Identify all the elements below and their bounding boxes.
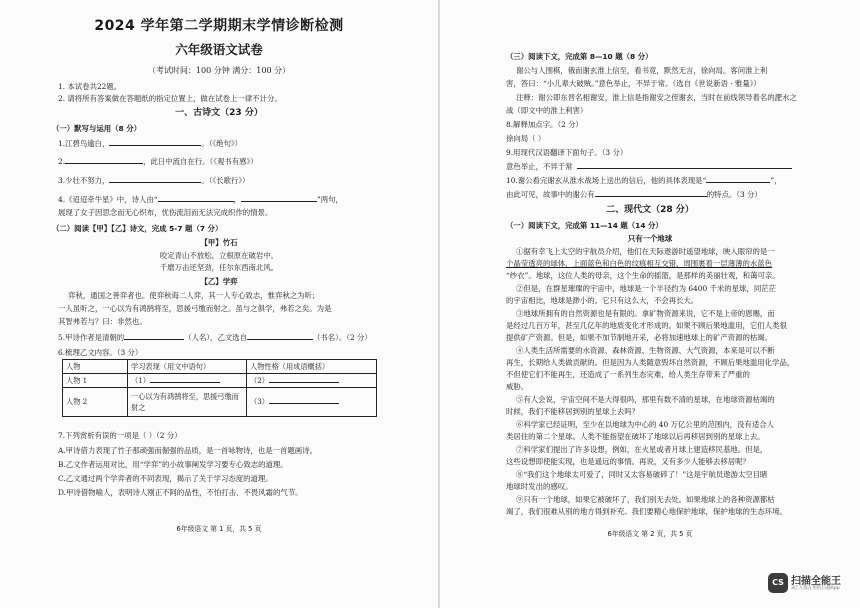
part-1-title: （一）默写与运用（8 分） [52, 124, 142, 133]
section-2-title: 二、现代文（28 分） [606, 205, 694, 215]
paragraph-1-line-1: ①据有幸飞上太空的宇航员介绍，他们在天际遨游时遥望地球，映入眼帘的是一 [516, 247, 775, 256]
content-table [62, 359, 377, 417]
camscanner-icon: CS [768, 573, 788, 593]
question-6: 6.梳理乙文内容。（3 分） [58, 348, 143, 357]
exam-title: 2024 学年第二学期期末学情诊断检测 [94, 18, 344, 34]
poem-line-1: 咬定青山不放松，立根原在破岩中。 [159, 251, 279, 260]
table-header: 人物性格（用成语概括） [247, 360, 377, 374]
question-7: 7.下列赏析有误的一项是（ ）（2 分） [58, 431, 182, 440]
part-2-title: （二）阅读【甲】【乙】诗文，完成 5-7 题（7 分） [52, 224, 223, 233]
paragraph-2-line-1: ②但是，在群星璀璨的宇宙中，地球是一个半径约为 6400 千米的星球，同茫茫 [516, 284, 777, 293]
text-line-1: 谢公与人围棋，俄而谢玄淮上信至，看书竟，默然无言，徐向局。客问淮上利 [516, 66, 768, 75]
watermark-tagline: 3亿人都在用的扫描App [791, 586, 840, 591]
question-8: 8.解释加点字。（2 分） [506, 120, 583, 129]
paragraph-9-line-1: ⑨只有一个地球，如果它被破坏了，我们别无去处。如果地球上的各种资源都枯 [516, 495, 775, 504]
paragraph-2-line-2: 的宇宙相比，地球是渺小的。它只有这么大，不会再长大。 [506, 296, 699, 305]
paragraph-4-line-1: ④人类生活所需要的水资源、森林资源、生物资源、大气资源，本来是可以不断 [516, 346, 775, 355]
paragraph-1-line-3: “纱衣”。地球，这位人类的母亲，这个生命的摇篮，是那样的美丽壮观，和蔼可亲。 [506, 271, 780, 280]
paragraph-5-line-2: 时候，我们不能移居到别的星球上去吗？ [506, 407, 640, 416]
question-10: 10.谢公看完谢玄从淮水战场上送出的信后，他的具体表现是“ ”， [506, 176, 782, 185]
paragraph-3-line-1: ③地球所拥有的自然资源也是有限的。拿矿物资源来说，它不是上帝的恩赐，而 [516, 309, 775, 318]
article-title: 只有一个地球 [627, 234, 673, 243]
table-cell: 人物 1 [63, 374, 128, 388]
question-3: 3.少壮不努力， 。（《长歌行》） [58, 176, 250, 185]
table-cell: 一心以为有鸿鹄将至，思援弓缴而射之 [128, 388, 247, 417]
question-5: 5.甲诗作者是清朝的 （人名），乙文选自 （书名）。（2 分） [58, 333, 372, 342]
paragraph-7-line-2: 这些设想即使能实现，也是遥远的事情。再说，又有多少人能够去移居呢？ [506, 457, 750, 466]
table-cell: 人物 2 [63, 388, 128, 417]
annotation-line-2: 战（即文中的淮上利害） [506, 106, 588, 115]
paragraph-9-line-2: 竭了，我们很难从别的地方得到补充。我们要精心地保护地球，保护地球的生态环境。 [506, 507, 787, 516]
option-d: D.甲诗借物喻人，表明诗人刚正不阿的品性，不怕打击、不畏风霜的气节。 [58, 488, 303, 497]
page-footer: 6年级语文 第 1 页，共 5 页 [176, 525, 262, 533]
poem-line-2: 千磨万击还坚劲，任尔东西南北风。 [159, 263, 279, 272]
table-header: 学习表现（用文中语句） [128, 360, 247, 374]
table-cell: （1） [128, 374, 247, 388]
paragraph-6-line-1: ⑥科学家已经证明，至少在以地球为中心的 40 万亿公里的范围内，没有适合人 [516, 420, 774, 429]
option-c: C.乙文通过两个学弈者的不同表现，揭示了关于学习态度的道理。 [58, 474, 273, 483]
paragraph-5-line-1: ⑤有人会说，宇宙空间不是大得很吗，那里有数不清的星球，在地球资源枯竭的 [516, 395, 775, 404]
question-9-item: 意色举止，不异于常 [506, 162, 792, 171]
prose-line-2: 一人虽听之，一心以为有鸿鹄将至，思援弓缴而射之。虽与之俱学，弗若之矣。为是 [58, 304, 332, 313]
table-cell: （3） [247, 388, 377, 417]
question-10-cont: 由此可见，故事中的谢公有 的特点。（3 分） [506, 190, 762, 199]
paragraph-4-line-4: 威胁。 [506, 382, 529, 391]
note-1: 1. 本试卷共22题。 [58, 82, 122, 91]
prose-line-1: 弈秋，通国之善弈者也。使弈秋诲二人弈，其一人专心致志，惟弈秋之为听； [68, 291, 320, 300]
question-4-cont: 展现了女子因思念而无心织布，忧伤流泪而无法完成织作的情景。 [58, 208, 273, 217]
option-b: B.乙文作者运用对比，用“学弈”的小故事阐发学习要专心致志的道理。 [58, 460, 288, 469]
watermark-app-name: 扫描全能王 [791, 576, 841, 587]
exam-subtitle: 六年级语文试卷 [175, 42, 263, 57]
part-4-title: （一）阅读下文，完成第 11—14 题（14 分） [506, 221, 663, 230]
paragraph-4-line-3: 不但使它们不能再生，还造成了一系列生态灾难，给人类生存带来了严重的 [506, 370, 750, 379]
text-line-2: 害，答曰：“小儿辈大破贼。”意色举止，不异于常。（选自《世说新语 · 雅量》） [506, 79, 761, 88]
part-3-title: （三）阅读下文，完成第 8—10 题（8 分） [506, 52, 653, 61]
paragraph-8-line-1: ⑧“我们这个地球太可爱了，同时又太容易破碎了！”这是宇航员遨游太空目睹 [516, 470, 768, 479]
paragraph-8-line-2: 地球时发出的感叹。 [506, 482, 573, 491]
poem-yi-title: 【乙】学弈 [200, 277, 238, 286]
question-8-item: 徐向局（ ） [506, 134, 546, 143]
table-row [63, 388, 377, 417]
annotation-line-1: 注释：谢公即东晋名相谢安，淮上信是指谢安之侄谢玄，当时在前线领导着名的淝水之 [516, 93, 797, 102]
question-9: 9.用现代汉语翻译下面句子。（3 分） [506, 148, 628, 157]
exam-info: （考试时间：100 分钟 满分：100 分） [147, 66, 291, 75]
table-row [63, 374, 377, 388]
paragraph-1-line-2: 个晶莹透亮的球体，上面蓝色和白色的纹痕相互交错，周围裹着一层薄薄的水蓝色 [506, 259, 773, 268]
table-cell: （2） [247, 374, 377, 388]
question-1: 1.江碧鸟逾白， 。（《绝句》） [58, 139, 243, 148]
question-2: 2. ，此日中流自在行。（《观书有感》） [58, 157, 258, 166]
paragraph-3-line-2: 是经过几百万年，甚至几亿年的地质变化才形成的。如果不顾后果地滥用，它们人类很 [506, 321, 787, 330]
page-footer: 6年级语文 第 2 页，共 5 页 [607, 530, 693, 538]
paragraph-4-line-2: 再生，长期给人类做贡献的。但是因为人类随意毁坏自然资源，不顾后果地滥用化学品， [506, 358, 795, 367]
section-1-title: 一、古诗文（23 分） [175, 108, 263, 118]
scanner-watermark [768, 571, 860, 595]
prose-line-3: 其智弗若与？曰：非然也。 [58, 317, 147, 326]
note-2: 2. 请将所有答案做在答题纸的指定位置上，做在试卷上一律不计分。 [58, 94, 282, 103]
exam-page-2 [440, 0, 860, 608]
option-a: A.甲诗借力表现了竹子那顽强而倔强的品质，是一首咏物诗，也是一首题画诗。 [58, 446, 317, 455]
paragraph-6-line-2: 类居住的第二个星球。人类不能指望在破坏了地球以后再移居到别的星球上去。 [506, 432, 765, 441]
poem-jia-title: 【甲】竹石 [200, 238, 238, 247]
question-4: 4.《迢迢牵牛星》中，诗人由“ ， ”两句， [58, 195, 343, 204]
paragraph-3-line-3: 提供矿产资源。但是，如果不加节制地开采，必将加速地球上的矿产资源的枯竭。 [506, 333, 773, 342]
table-header: 人物 [63, 360, 128, 374]
paragraph-7-line-1: ⑦科学家们提出了许多设想，例如，在火星或者月球上建造移民基地。但是， [516, 445, 768, 454]
